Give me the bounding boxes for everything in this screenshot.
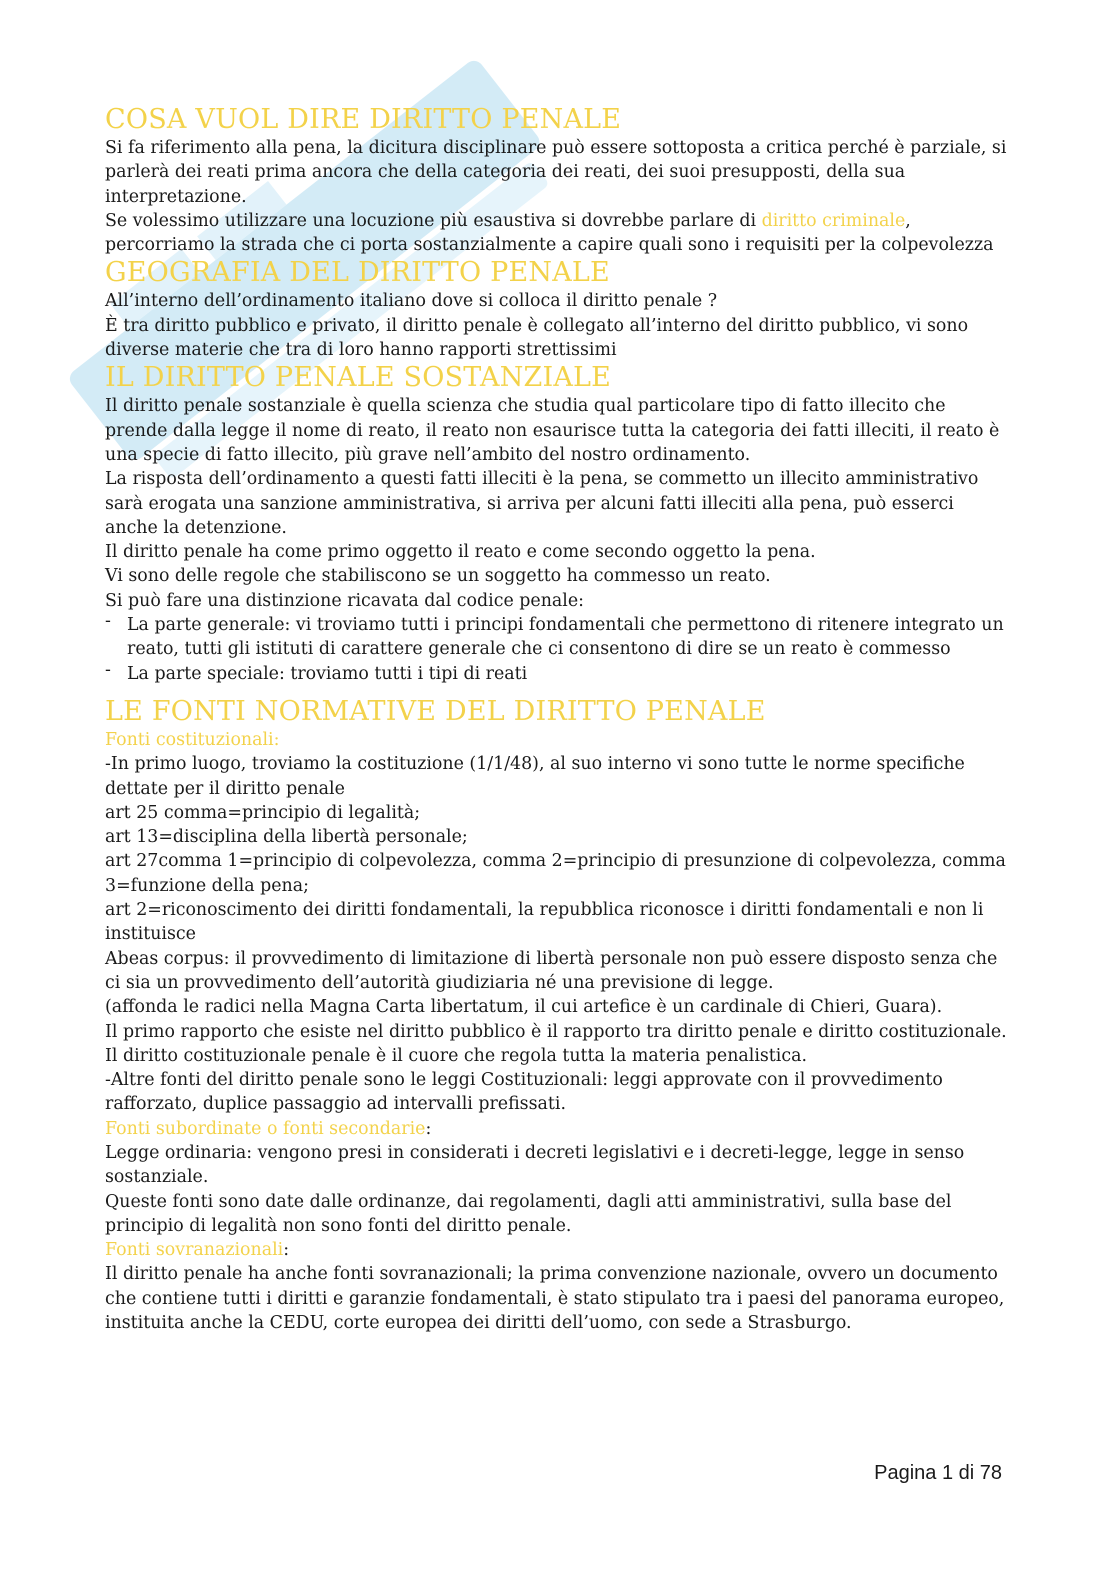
paragraph: La risposta dell’ordinamento a questi fatti illeciti è la pena, se commetto un illecito amministrativo sarà erogata una sanzione amministrativa, si arriva per alcuni fatti illeciti alla pena, può esserci anche la detenzione.: [105, 469, 979, 538]
page-number: Pagina 1 di 78: [874, 1462, 1002, 1484]
paragraph: art 27comma 1=principio di colpevolezza, comma 2=principio di presunzione di colpevolezza, comma 3=funzione della pena;: [105, 851, 1006, 896]
heading-geografia: GEOGRAFIA DEL DIRITTO PENALE: [105, 257, 610, 289]
paragraph: art 13=disciplina della libertà personale;: [105, 827, 468, 848]
subheading-fonti-costituzionali: Fonti costituzionali:: [105, 729, 280, 750]
paragraph: Il diritto costituzionale penale è il cuore che regola tutta la materia penalistica.: [105, 1045, 807, 1066]
paragraph: Il primo rapporto che esiste nel diritto pubblico è il rapporto tra diritto penale e diritto costituzionale.: [105, 1021, 1007, 1042]
paragraph: -In primo luogo, troviamo la costituzione (1/1/48), al suo interno vi sono tutte le norme specifiche dettate per il diritto penale: [105, 754, 965, 799]
heading-diritto-sostanziale: IL DIRITTO PENALE SOSTANZIALE: [105, 362, 612, 394]
paragraph: Abeas corpus: il provvedimento di limitazione di libertà personale non può essere disposto senza che ci sia un provvedimento dell’autorità giudiziaria né una previsione di legge.: [105, 948, 998, 993]
list-item: - La parte speciale: troviamo tutti i tipi di reati: [105, 662, 1010, 686]
paragraph: Il diritto penale ha anche fonti sovranazionali; la prima convenzione nazionale, ovvero un documento che contiene tutti i diritti e garanzie fondamentali, è stato stipulato tra i paesi del panorama europeo, instituita anche la CEDU, corte europea dei diritti dell’uomo, con sede a Strasburgo.: [105, 1264, 1005, 1334]
subheading-fonti-sovranazionali: [105, 1238, 1010, 1262]
paragraph: È tra diritto pubblico e privato, il diritto penale è collegato all’interno del diritto pubblico, vi sono diverse materie che tra di loro hanno rapporti strettissimi: [105, 315, 969, 361]
paragraph: Si fa riferimento alla pena, la dicitura disciplinare può essere sottoposta a critica perché è parziale, si parlerà dei reati prima ancora che della categoria dei reati, dei suoi presupposti, della sua interpretazione.: [105, 138, 1007, 207]
subheading-label: Fonti subordinate o fonti secondarie: [105, 1118, 426, 1139]
paragraph: [105, 209, 1010, 258]
text-run: , percorriamo la strada che ci porta sostanzialmente a capire quali sono i requisiti per la colpevolezza: [105, 210, 994, 256]
paragraph: Si può fare una distinzione ricavata dal codice penale:: [105, 590, 584, 611]
paragraph: (affonda le radici nella Magna Carta libertatum, il cui artefice è un cardinale di Chieri, Guara).: [105, 997, 943, 1018]
paragraph: Queste fonti sono date dalle ordinanze, dai regolamenti, dagli atti amministrativi, sulla base del principio di legalità non sono fonti del diritto penale.: [105, 1191, 952, 1236]
list-item: - La parte generale: vi troviamo tutti i principi fondamentali che permettono di ritenere integrato un reato, tutti gli istituti di carattere generale che ci consentono di dire se un reato è commesso: [105, 613, 1010, 662]
paragraph: art 2=riconoscimento dei diritti fondamentali, la repubblica riconosce i diritti fondamentali e non li instituisce: [105, 900, 984, 945]
subheading-fonti-subordinate: [105, 1117, 1010, 1141]
heading-fonti-normative: LE FONTI NORMATIVE DEL DIRITTO PENALE: [105, 695, 766, 727]
paragraph: -Altre fonti del diritto penale sono le leggi Costituzionali: leggi approvate con il provvedimento rafforzato, duplice passaggio ad intervalli prefissati.: [105, 1070, 943, 1115]
paragraph: All’interno dell’ordinamento italiano dove si colloca il diritto penale ?: [105, 291, 718, 312]
paragraph: art 25 comma=principio di legalità;: [105, 802, 421, 823]
highlighted-term: diritto criminale: [761, 210, 906, 231]
paragraph: Legge ordinaria: vengono presi in considerati i decreti legislativi e i decreti-legge, legge in senso sostanziale.: [105, 1142, 965, 1188]
subheading-colon: :: [425, 1118, 432, 1139]
paragraph: Il diritto penale ha come primo oggetto il reato e come secondo oggetto la pena.: [105, 542, 816, 563]
text-run: Se volessimo utilizzare una locuzione più esaustiva si dovrebbe parlare di: [105, 210, 762, 231]
heading-cosa-vuol-dire: COSA VUOL DIRE DIRITTO PENALE: [105, 104, 622, 135]
paragraph: Il diritto penale sostanziale è quella scienza che studia qual particolare tipo di fatto illecito che prende dalla legge il nome di reato, il reato non esaurisce tutta la categoria dei fatti illeciti, il reato è una specie di fatto illecito, più grave nell’ambito del nostro ordinamento.: [105, 396, 1000, 465]
document-page: [105, 104, 1010, 1335]
subheading-label: Fonti sovranazionali: [105, 1240, 284, 1261]
paragraph: Vi sono delle regole che stabiliscono se un soggetto ha commesso un reato.: [105, 566, 771, 587]
subheading-colon: :: [283, 1240, 290, 1261]
dash-list: [105, 613, 1010, 686]
